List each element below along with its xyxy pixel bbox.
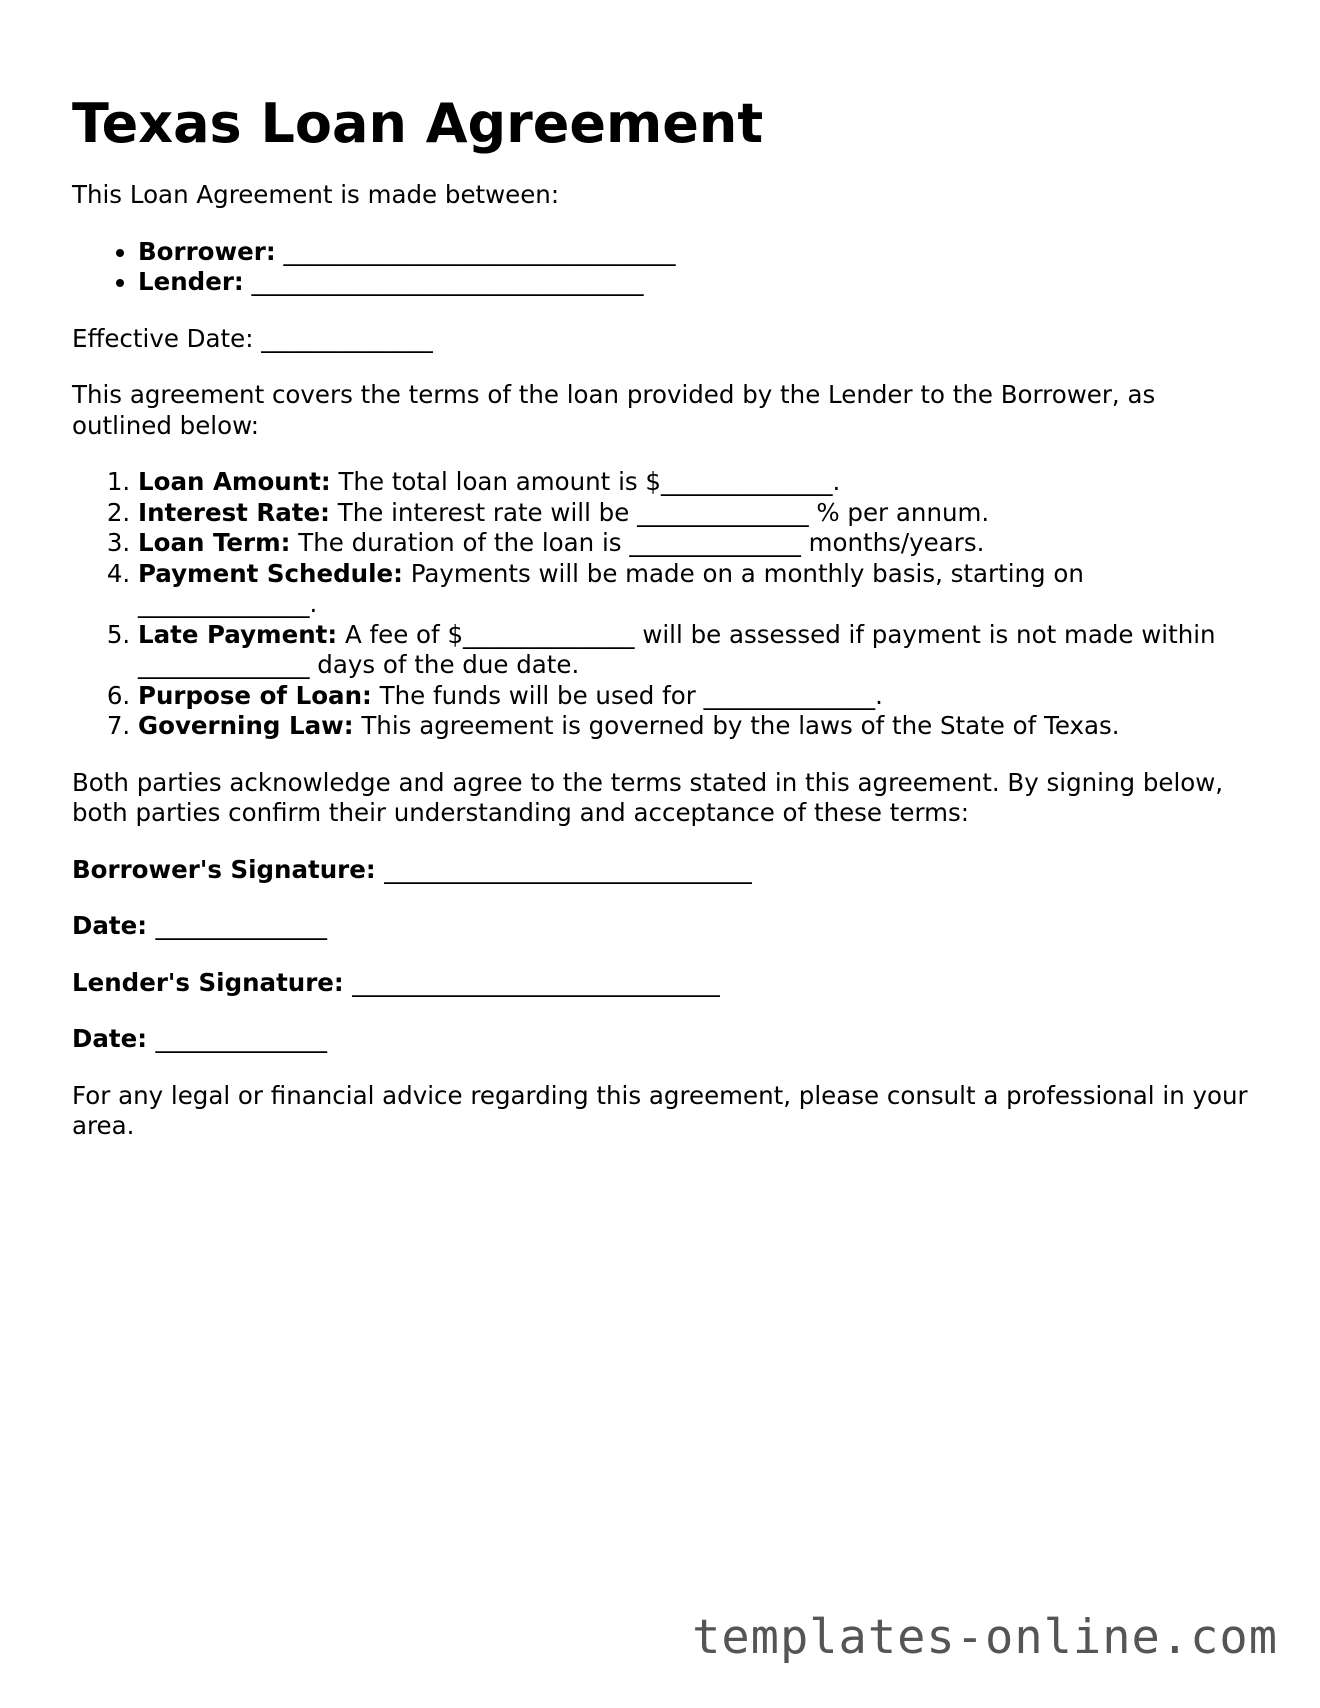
- document-title: Texas Loan Agreement: [72, 92, 764, 155]
- lender-date-line: [72, 1024, 1252, 1055]
- party-label: Lender:: [138, 267, 244, 296]
- signature-label: Lender's Signature:: [72, 967, 344, 997]
- term-text: The total loan amount is $______________.: [338, 467, 841, 496]
- term-text: This agreement is governed by the laws of the State of Texas.: [361, 711, 1120, 740]
- date-blank: ______________: [155, 911, 328, 940]
- effective-date: Effective Date: ______________: [72, 323, 433, 353]
- covers-text: This agreement covers the terms of the loan provided by the Lender to the Borrower, as outlined below:: [72, 380, 1156, 440]
- signature-blank: ______________________________: [352, 967, 720, 997]
- signature-blank: ______________________________: [384, 854, 752, 884]
- date-label: Date:: [72, 911, 147, 940]
- borrower-date-line: [72, 911, 1252, 942]
- term-text: The interest rate will be ______________ % per annum.: [337, 497, 990, 527]
- party-borrower: [138, 237, 1252, 268]
- watermark: templates-online.com: [692, 1610, 1278, 1665]
- term-text: Payments will be made on a monthly basis, starting on ______________.: [138, 558, 1084, 618]
- date-label: Date:: [72, 1024, 147, 1053]
- party-label: Borrower:: [138, 236, 276, 266]
- term-item: [138, 711, 1252, 742]
- term-text: A fee of $______________ will be assessed if payment is not made within ______________ days of the due date.: [138, 619, 1216, 679]
- date-blank: ______________: [155, 1024, 328, 1053]
- intro-text: This Loan Agreement is made between:: [72, 180, 560, 209]
- party-lender: [138, 267, 1252, 298]
- term-label: Interest Rate:: [138, 497, 330, 527]
- signature-label: Borrower's Signature:: [72, 854, 376, 884]
- parties-list: [72, 237, 1252, 298]
- party-blank: ________________________________: [283, 236, 676, 266]
- party-blank: ________________________________: [251, 267, 644, 296]
- term-item: [138, 620, 1252, 681]
- document-page: [72, 0, 1252, 1142]
- term-label: Late Payment:: [138, 619, 338, 649]
- term-label: Loan Term:: [138, 528, 291, 557]
- borrower-signature-line: [72, 855, 1252, 886]
- term-item: [138, 528, 1252, 559]
- term-label: Governing Law:: [138, 711, 354, 740]
- closing-text: For any legal or financial advice regarding this agreement, please consult a professional in your area.: [72, 1080, 1248, 1140]
- terms-list: [72, 467, 1252, 742]
- term-label: Payment Schedule:: [138, 558, 403, 588]
- term-label: Purpose of Loan:: [138, 680, 372, 710]
- term-item: [138, 467, 1252, 498]
- lender-signature-line: [72, 968, 1252, 999]
- term-item: [138, 559, 1252, 620]
- term-item: [138, 681, 1252, 712]
- acknowledgement-text: Both parties acknowledge and agree to the terms stated in this agreement. By signing below, both parties confirm their understanding and acceptance of these terms:: [72, 767, 1224, 827]
- term-text: The duration of the loan is ______________ months/years.: [298, 528, 985, 557]
- term-label: Loan Amount:: [138, 467, 331, 496]
- term-text: The funds will be used for ______________.: [379, 680, 883, 710]
- term-item: [138, 498, 1252, 529]
